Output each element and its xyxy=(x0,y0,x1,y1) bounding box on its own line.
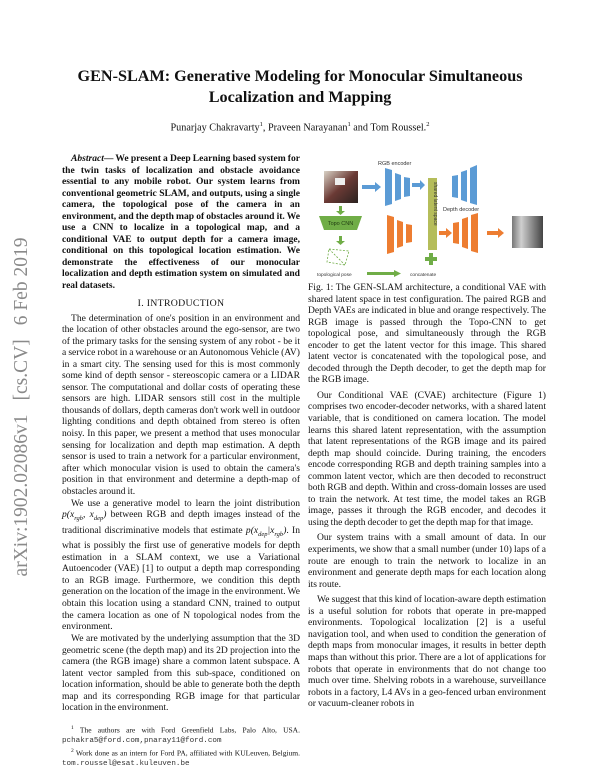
concatenate-label: concatenate xyxy=(410,273,437,278)
footnote: $^1$ The authors are with Ford Greenfield Labs, Palo Alto, USA. pchakra5@ford.com,pnaray11@ford.com xyxy=(62,724,300,746)
arrow-icon xyxy=(336,236,345,245)
plus-icon xyxy=(425,253,437,265)
topological-pose-label: topological pose xyxy=(317,273,352,278)
author-name: and Tom Roussel. xyxy=(350,122,427,134)
depth-output-image xyxy=(512,216,543,248)
shared-latent-label: shared latent space xyxy=(432,182,438,226)
affiliation-mark: 2 xyxy=(426,121,430,128)
paragraph: We are motivated by the underlying assumption that the 3D geometric scene (the depth map) and its 2D projection into the camera (the RGB image) share a common latent subspace. A latent vector sampled from this sub-space, conditioned on location information, should be able to generate both the depth map and its corresponding RGB image for that particular location in the environment. xyxy=(62,633,300,714)
paragraph: Our system trains with a small amount of data. In our experiments, we show that a small number (under 10) laps of a route are enough to train the network to localize in an environment and generate depth maps for each location along its route. xyxy=(308,532,546,590)
footnote: $^2$ Work done as an intern for Ford PA, affiliated with KULeuven, Belgium. tom.roussel@esat.kuleuven.be xyxy=(62,747,300,768)
arxiv-side-stamp xyxy=(11,224,33,577)
paragraph: Our Conditional VAE (CVAE) architecture (Figure 1) comprises two encoder-decoder networks, with a shared latent variable, that is conditioned on camera location. The model learns this shared latent representation, with the assumption that latent representations of the RGB image and its paired depth map should coincide. During training, the encoders encode corresponding RGB and depth training samples into a common latent vector, which are then decoded to reconstruct both RGB and depth. Within and cross-domain losses are used to train the network. At test time, the model takes an RGB image, passes it through the RGB encoder, and decodes it using the depth decoder to get the depth map for that image. xyxy=(308,389,546,528)
footnotes xyxy=(62,714,300,769)
depth-decoder xyxy=(453,213,478,253)
caption-text: Fig. 1: The GEN-SLAM architecture, a conditional VAE with shared latent space in test configuration. The paired RGB and Depth VAEs are indicated in blue and orange respectively. The RGB image is passed through the Topo-CNN to get topological pose, and simultaneously through the RGB encoder to get the latent vector for this image. This shared latent vector is concatenated with the topological pose, and decoded through the Depth decoder, to get the depth map for the RGB image. xyxy=(308,282,546,386)
rgb-input-image xyxy=(324,171,358,203)
figure-caption xyxy=(308,282,546,386)
abstract-text: — We present a Deep Learning based system for the twin tasks of localization and obstacle avoidance essential to any mobile robot. Our system learns from conventional geometric SLAM, and outputs, using a single camera, the topological pose of the camera in an environment, and the depth map of obstacles around it. We use a CNN to localize in a topological map, and a conditional VAE to output depth for a camera image, conditional on this topological location estimation. We demonstrate the effectiveness of our monocular localization and depth estimation system on simulated and real datasets. xyxy=(62,153,300,292)
text-run: between RGB and depth images instead of the traditional discriminative models that estimate xyxy=(62,509,300,536)
paragraph xyxy=(62,498,300,633)
paragraph: The determination of one's position in an environment and the location of other obstacles around the ego-sensor, are two of the primary tasks for the sensing system of any robot - be it a service robot in a warehouse or an Autonomous Vehicle (AV) in a smart city. The sensing used for this is most commonly some kind of depth sensor - stereoscopic camera or a LIDAR sensor. The computational and dollar costs of operating these sensors are high. LIDAR sensors still cost in the multiple thousands of dollars, depth cameras don't work well in outdoor lighting conditions and depth obtained from stereo is often noisy. In this paper, we present a method that uses monocular sensing for localization and depth map estimation. A depth sensor is used to train a network for a particular environment, after which monocular vision is used to obtain the camera's position in that environment and determine a depth-map of obstacles around it. xyxy=(62,312,300,497)
email-address: tom.roussel@esat.kuleuven.be xyxy=(62,759,190,768)
arxiv-date: 6 Feb 2019 xyxy=(11,237,32,326)
left-column xyxy=(62,153,300,769)
author-name: Punarjay Chakravarty xyxy=(170,122,260,134)
topological-pose-graph xyxy=(327,249,349,265)
introduction-body xyxy=(62,313,300,714)
arrow-icon xyxy=(439,228,452,238)
arrow-icon xyxy=(412,180,425,190)
arrow-icon xyxy=(367,270,401,277)
abstract-lead: Abstract xyxy=(71,153,104,164)
author-name: , Praveen Narayanan xyxy=(262,122,348,134)
depth-decoder-label: Depth decoder xyxy=(443,207,480,213)
arrow-icon xyxy=(487,228,504,238)
rgb-encoder-label: RGB encoder xyxy=(378,161,412,167)
right-column xyxy=(308,150,546,710)
affiliation-mark: 1 xyxy=(347,121,351,128)
paragraph: We suggest that this kind of location-aware depth estimation is a useful solution for robots that operate in pre-mapped environments. Topological localization [2] is a useful navigation tool, and when used to condition the generation of depth maps from monocular images, it results in better depth maps than without this prior. There are a lot of applications for robots that operate in environments that do not change too much over time. Shelving robots in a warehouse, surveillance robots in a factory, L4 AVs in a geo-fenced urban environment or vacuum-cleaner robots in xyxy=(308,594,546,710)
arxiv-category: [cs.CV] xyxy=(11,339,32,401)
text-run: We use a generative model to learn the joint distribution xyxy=(71,497,300,509)
right-column-body xyxy=(308,390,546,710)
author-list xyxy=(40,121,560,133)
abstract xyxy=(62,153,300,292)
paper-title: GEN-SLAM: Generative Modeling for Monocular Simultaneous Localization and Mapping xyxy=(77,67,523,106)
architecture-figure xyxy=(305,150,550,280)
arxiv-id: arXiv:1902.02086v1 xyxy=(11,414,32,577)
text-run: . In what is possibly the first use of generative models for depth estimation in a SLAM context, we use a Variational Autoencoder (VAE) [1] to output a depth map corresponding to an RGB image. Furthermore, we condition this depth generation on the location of the image in the environment. We obtain this location using a standard CNN, trained to output the camera location as one of N topological nodes from the environment. xyxy=(62,524,300,633)
depth-encoder xyxy=(387,215,412,254)
arrow-icon xyxy=(336,206,345,215)
affiliation-mark: 1 xyxy=(259,121,263,128)
email-addresses: pchakra5@ford.com,pnaray11@ford.com xyxy=(62,737,222,746)
math-conditional-distribution: $p(x_{dep}|x_{rgb})$ xyxy=(245,524,287,538)
rgb-encoder xyxy=(385,168,410,206)
math-joint-distribution: $p(x_{rgb}$, $x_{dep}$) xyxy=(62,509,107,523)
arrow-icon xyxy=(362,182,381,192)
section-heading: I. INTRODUCTION xyxy=(137,297,225,309)
topo-cnn-label: Topo CNN xyxy=(327,221,354,227)
rgb-decoder xyxy=(452,165,477,205)
